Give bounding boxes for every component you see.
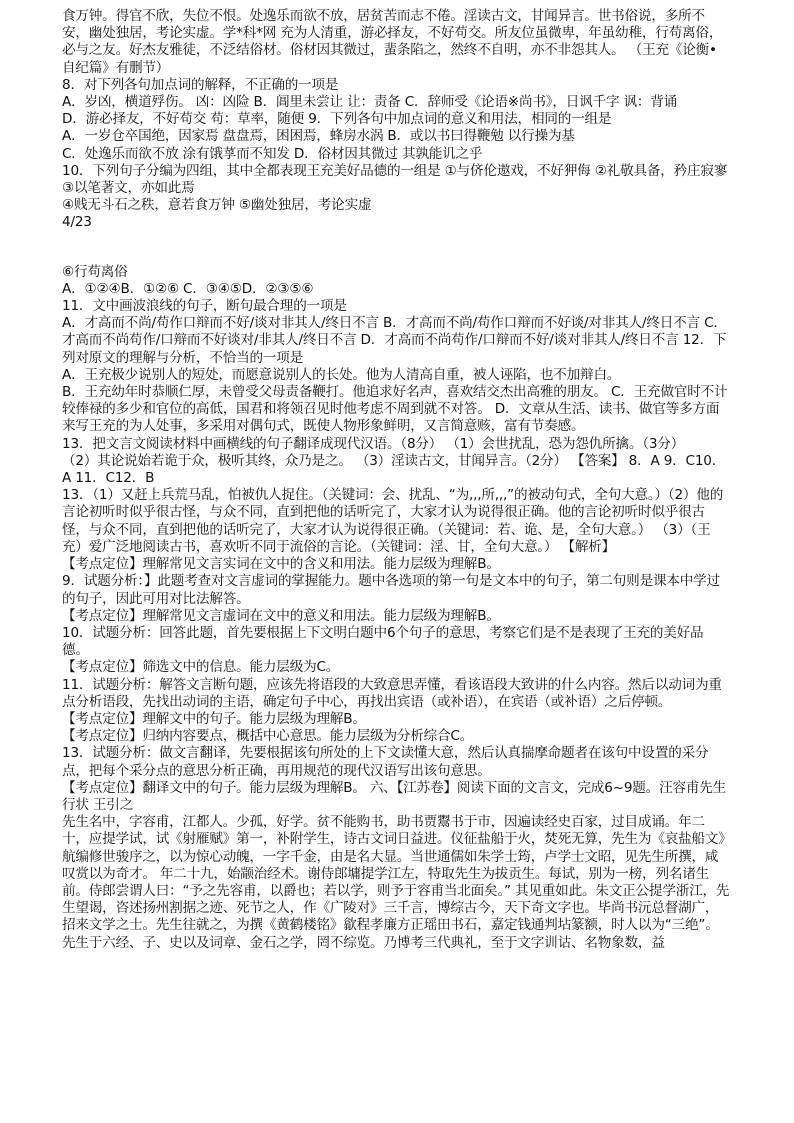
page-number: 4/23: [62, 214, 92, 231]
question-10-item-6: ⑥行苟离俗: [62, 263, 128, 280]
question-9-options-cd: C．处逸乐而欲不放 涂有饿莩而不知发 D．俗材因其微过 其孰能讥之乎: [62, 145, 483, 162]
question-11-options-question-12-stem: A．才高而不尚/苟作口辩而不好/谈对非其人/终日不言 B．才高而不尚/苟作口辩而不好谈/对非其人/终日不言 C．才高而不尚苟作/口辩而不好谈对/非其人/终日不言 D．才高而不尚苟作/口辩而不好/谈对非其人/终日不言 12．下列对原文的理解与分析，不恰当的一项是: [62, 315, 727, 366]
analysis-9: 9．试题分析：】此题考查对文言虚词的掌握能力。题中各选项的第一句是文本中的句子，第二句则是课本中学过的句子，因此可用对比法解答。: [62, 573, 720, 607]
question-8-option-d-question-9-stem: D．游必择友，不好苟交 苟：草率，随便 9．下列各句中加点词的意义和用法，相同的一组是: [62, 111, 612, 128]
page-break-gap: [62, 232, 730, 264]
question-10-options: A．①②④B．①②⑥ C．③④⑤D．②③⑤⑥: [62, 280, 314, 297]
question-13-stem: 13．把文言文阅读材料中画横线的句子翻译成现代汉语。（8分） （1）会世扰乱，恐为怨仇所擒。（3分）: [62, 435, 685, 452]
analysis-11: 11．试题分析：解答文言断句题，应该先将语段的大致意思弄懂，看该语段大致讲的什么内容。然后以动词为重点分析语段，先找出动词的主语，确定句子中心，再找出宾语（或补语），在宾语（或补语）之后停顿。: [62, 676, 722, 710]
analysis-10: 10．试题分析：回答此题，首先要根据上下文明白题中6个句子的意思，考察它们是不是表现了王充的美好品德。: [62, 624, 704, 659]
passage-wang-rongfu: 先生名中，字容甫，江都人。少孤，好学。贫不能购书，助书贾鬻书于市，因遍读经史百家，过目成诵。年二十，应提学试，试《射雁赋》第一，补附学生，诗古文词日益进。仪征盐船于火，焚死无算，先生为《哀盐船文》航编修世骏序之，以为惊心动魄，一字千金，由是名大显。当世通儒如朱学士筠，卢学士文昭，见先生所撰，咸叹赏以为奇才。 年二十九，始颛治经术。谢侍郎墉提学江左，特取先生为拔贡生。每试，别为一榜，列名诸生前。侍郎尝谓人曰：“予之先容甫，以爵也；若以学，则予于容甫当北面矣。” 其见重如此。朱文正公提学浙江，先生望谒，咨述扬州割据之迹、死节之人，作《广陵对》三千言，博综古今，天下奇文字也。毕尚书沅总督湖广，招来文学之士。先生往就之，为撰《黄鹤楼铭》歙程孝廉方正瑶田书石，嘉定钱通判坫篆额，时人以为“三绝”。: [62, 814, 730, 934]
question-12-option-a: A．王充极少说别人的短处，而愿意说别人的长处。他为人清高自重，被人诬陷，也不加辩白。: [62, 366, 621, 383]
analysis-11-point: 【考点定位】理解文中的句子。能力层级为理解B。: [62, 710, 366, 727]
question-13-answers-key: （2）其论说始若诡于众，极听其终，众乃是之。 （3）淫读古文，甘闻异言。（2分） 【答案】 8．A 9．C10．A 11．C12．B: [62, 452, 726, 487]
analysis-10-point: 【考点定位】筛选文中的信息。能力层级为C。: [62, 659, 340, 676]
question-8-options-abc: A．岁凶，横道殍伤。 凶：凶险 B．阊里未尝让 让：责备 C．辞师受《论语※尚书》，日讽千字 讽：背诵: [62, 94, 678, 111]
question-10-items: ④贱无斗石之秩，意若食万钟 ⑤幽处独居，考论实虚: [62, 197, 372, 214]
question-8-stem: 8．对下列各句加点词的解释，不正确的一项是: [62, 76, 339, 93]
analysis-8-point: 【考点定位】理解常见文言实词在文中的含义和用法。能力层级为理解B。: [62, 556, 500, 573]
analysis-13-point-section-6-heading: 【考点定位】翻译文中的句子。能力层级为理解B。 六、【江苏卷】阅读下面的文言文，完成6~9题。汪容甫先生行状 王引之: [62, 779, 727, 813]
answer-13-translation: 13．（1）又赶上兵荒马乱，怕被仇人捉住。（关键词：会、扰乱、“为,,,所,,,”的被动句式，全句大意。）（2）他的言论初听时似乎很古怪，与众不同，直到把他的话听完了，大家才认为说得很正确。他的言论初听时似乎很古怪，与众不同，直到把他的话听完了，大家才认为说得很正确。（关键词：若、诡、是，全句大意。） （3）（王充）爱广泛地阅读古书，喜欢听不同于流俗的言论。（关键词：淫、甘，全句大意。） 【解析】: [62, 487, 724, 555]
passage-ending: 食万钟。得官不欣，失位不恨。处逸乐而欲不放，居贫苦而志不倦。淫读古文，甘闻异言。世书俗说，多所不安，幽处独居，考论实虚。学*科*网 充为人清重，游必择友，不好苟交。所友位虽微卑，年虽幼稚，行苟离俗，必与之友。好杰友雅徒，不泛结俗材。俗材因其微过，蜚条陷之，然终不自明，亦不非怨其人。 （王充《论衡•自纪篇》有删节）: [62, 8, 723, 76]
question-10-stem: 10．下列句子分编为四组，其中全都表现王充美好品德的一组是 ①与侪伦遨戏，不好狎侮 ②礼敬具备，矜庄寂寥 ③以笔著文，亦如此焉: [62, 162, 728, 197]
question-12-options-bcd: B．王充幼年时恭顺仁厚，未曾受父母责备鞭打。他追求好名声，喜欢结交杰出高雅的朋友。 C．王充做官时不计较俸禄的多少和官位的高低，国君和将领召见时他考虑不周到就不对答。 D．文章从生活、读书、做官等多方面来写王充的为人处事，多采用对偶句式，既使人物形象鲜明，又言简意赅，富有节奏感。: [62, 384, 728, 435]
document-page: [62, 8, 730, 952]
analysis-13: 13．试题分析：做文言翻译，先要根据该句所处的上下文读懂大意，然后认真揣摩命题者在该句中设置的采分点，把每个采分点的意思分析正确，再用规范的现代汉语写出该句意思。: [62, 745, 709, 779]
analysis-9-point: 【考点定位】理解常见文言虚词在文中的意义和用法。能力层级为理解B。: [62, 607, 500, 624]
question-11-stem: 11．文中画波浪线的句子，断句最合理的一项是: [62, 298, 347, 315]
passage-continuation: 先生于六经、子、史以及词章、金石之学，罔不综览。乃博考三代典礼，至于文字训诂、名物象数，益: [62, 934, 665, 951]
question-9-options-ab: A．一岁仓卒国绝，因家焉 盘盘焉，困困焉，蜂房水涡 B．或以书曰得鞭勉 以行操为基: [62, 128, 575, 145]
analysis-12-point: 【考点定位】归纳内容要点，概括中心意思。能力层级为分析综合C。: [62, 728, 474, 745]
